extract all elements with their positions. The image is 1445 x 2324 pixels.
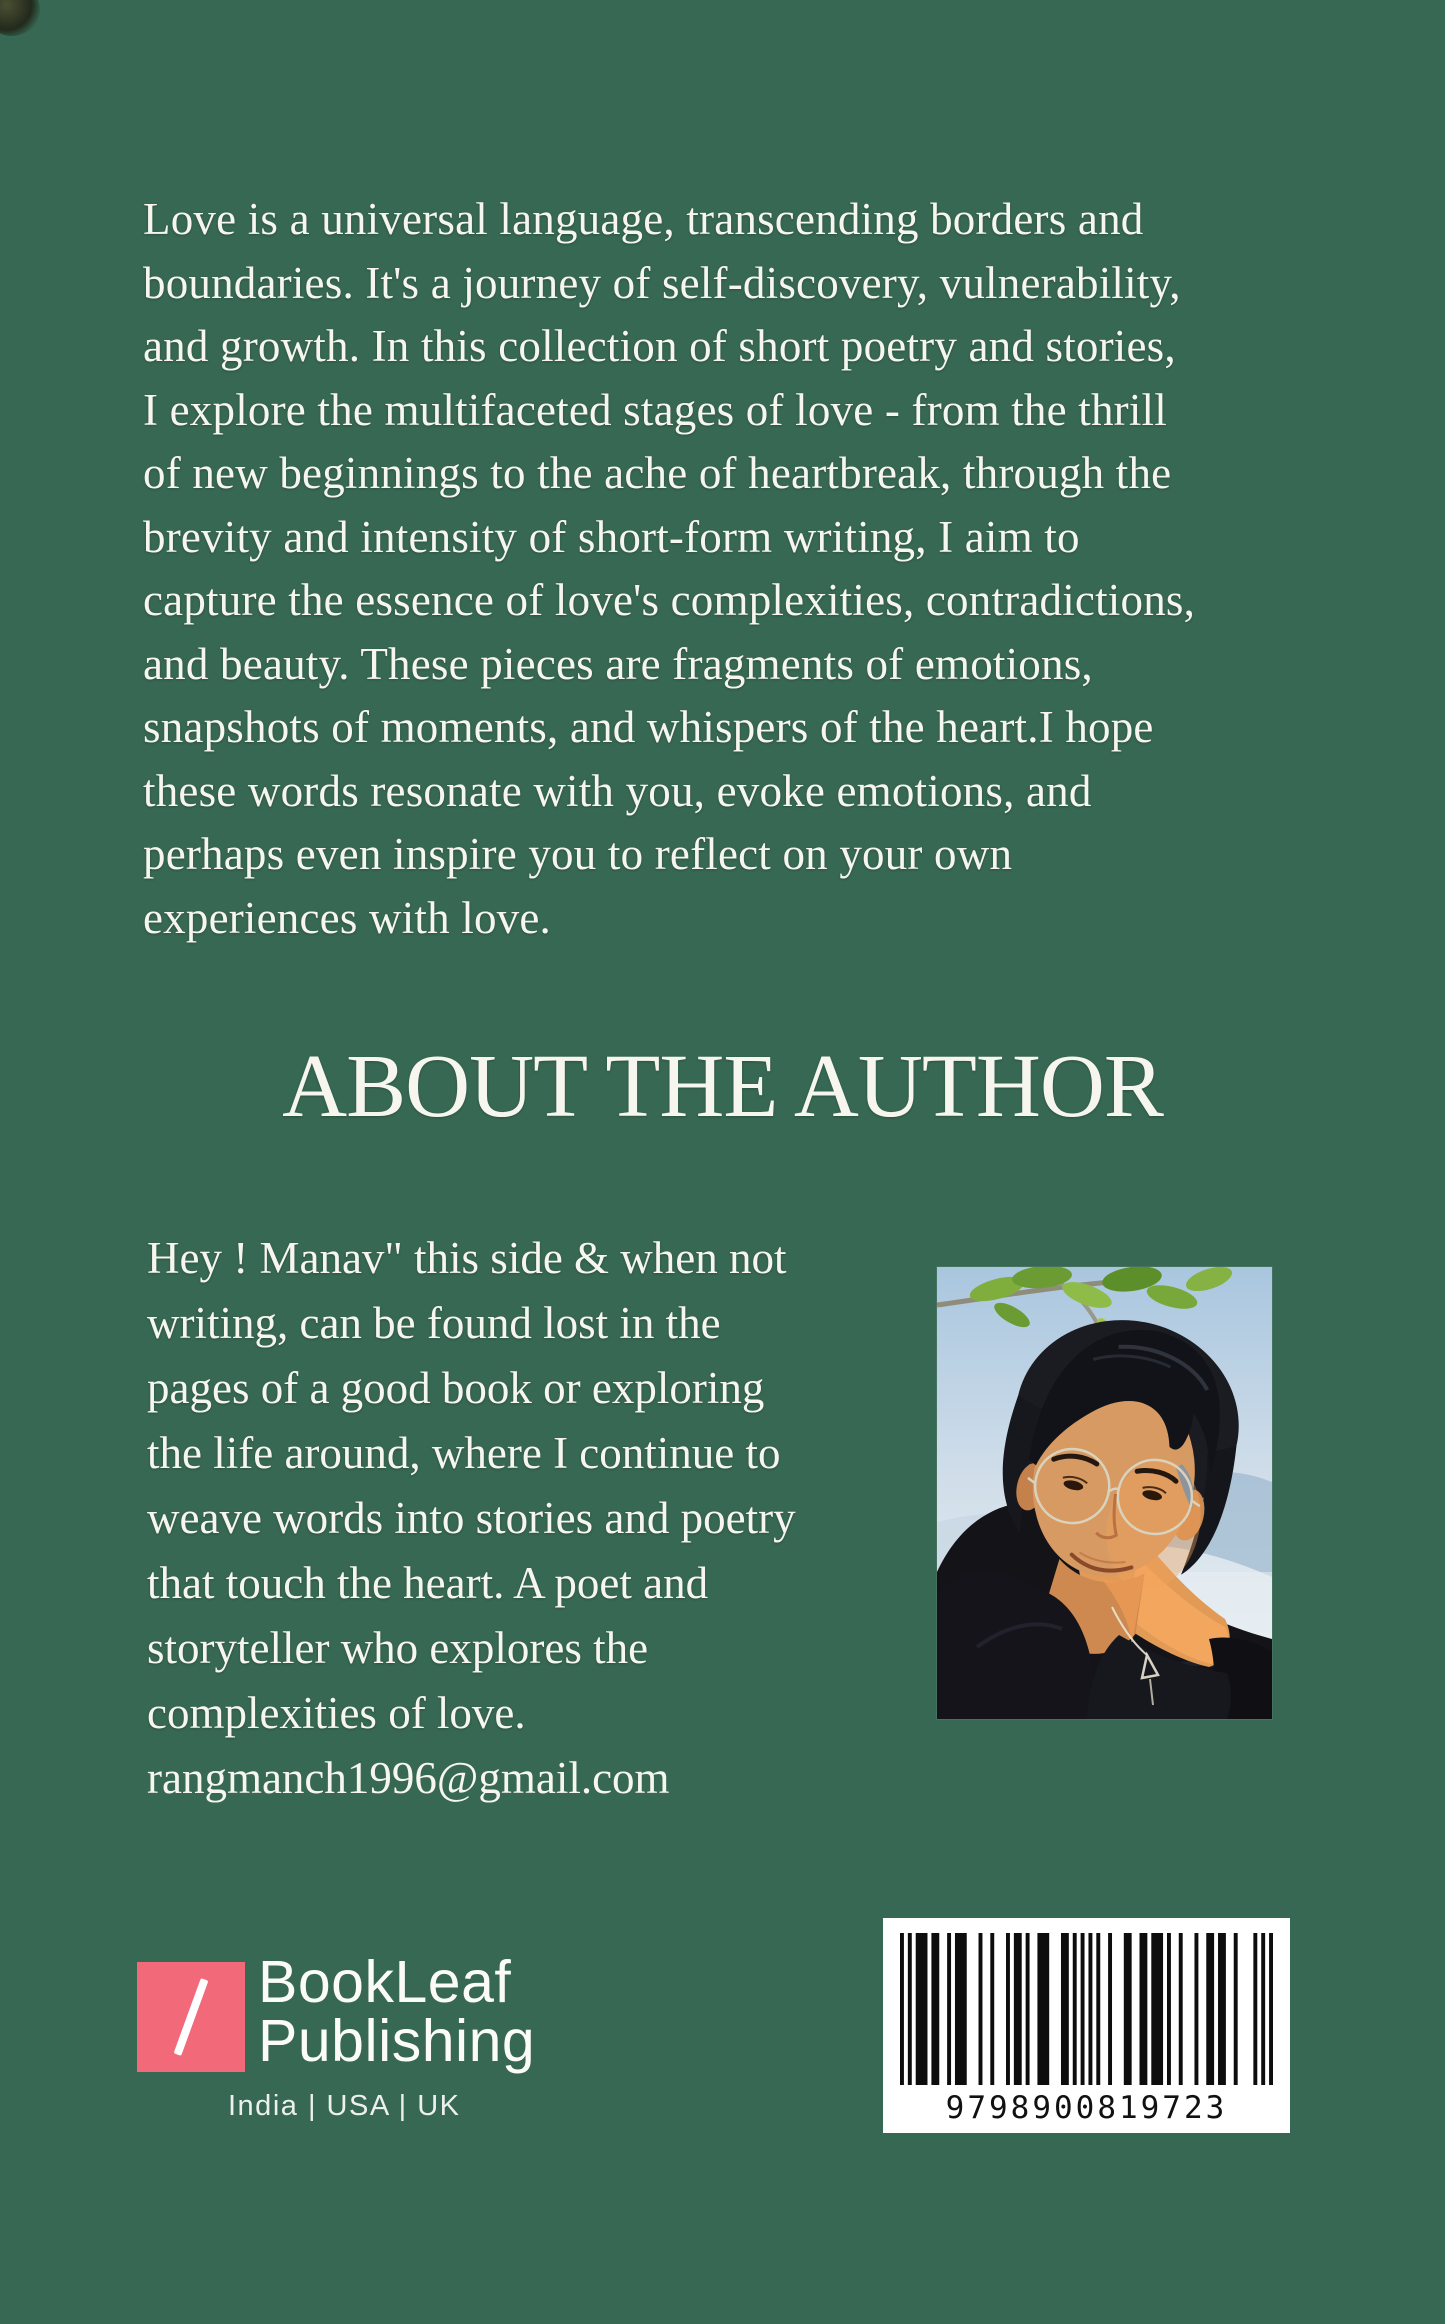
isbn-number: 9798900819723 [945,2090,1228,2126]
text-line: capture the essence of love's complexities, contradictions, [143,575,1196,625]
text-line: the life around, where I continue to [147,1428,781,1478]
text-line: and beauty. These pieces are fragments of emotions, [143,638,1093,689]
text-line: and growth. In this collection of short poetry and stories, [143,321,1176,371]
text-line: pages of a good book or exploring [147,1363,765,1413]
author-photo [937,1267,1272,1719]
about-heading: ABOUT THE AUTHOR [282,1037,1163,1136]
author-bio [147,1226,796,1746]
text-line: these words resonate with you, evoke emotions, and [143,765,1092,816]
publisher-name-line2: Publishing [258,2008,536,2074]
text-line: storyteller who explores the [147,1623,649,1673]
text-line: writing, can be found lost in the [147,1298,721,1348]
author-email: rangmanch1996@gmail.com [147,1753,670,1803]
barcode [883,1918,1290,2133]
text-line: weave words into stories and poetry [147,1493,796,1543]
author-photo-illustration [937,1267,1272,1719]
slash-icon [174,1978,209,2056]
publisher-name [258,1949,536,2074]
corner-artifact [0,0,40,36]
publisher-name-line1: BookLeaf [258,1949,512,2015]
text-line: brevity and intensity of short-form writing, I aim to [143,511,1080,562]
text-line: of new beginnings to the ache of heartbreak, through the [143,448,1172,498]
text-line: boundaries. It's a journey of self-discovery, vulnerability, [143,257,1181,308]
text-line: I explore the multifaceted stages of love - from the thrill [143,384,1167,435]
text-line: snapshots of moments, and whispers of the heart.I hope [143,702,1154,752]
text-line: Love is a universal language, transcending borders and [143,194,1144,244]
publisher-regions: India | USA | UK [228,2090,461,2122]
barcode-bars [900,1933,1273,2085]
text-line: perhaps even inspire you to reflect on your own [143,829,1013,879]
text-line: Hey ! Manav" this side & when not [147,1233,787,1283]
text-line: experiences with love. [143,892,551,943]
publisher-logo-mark [137,1962,245,2072]
synopsis-text [143,188,1195,950]
text-line: that touch the heart. A poet and [147,1558,709,1608]
text-line: complexities of love. [147,1688,526,1738]
